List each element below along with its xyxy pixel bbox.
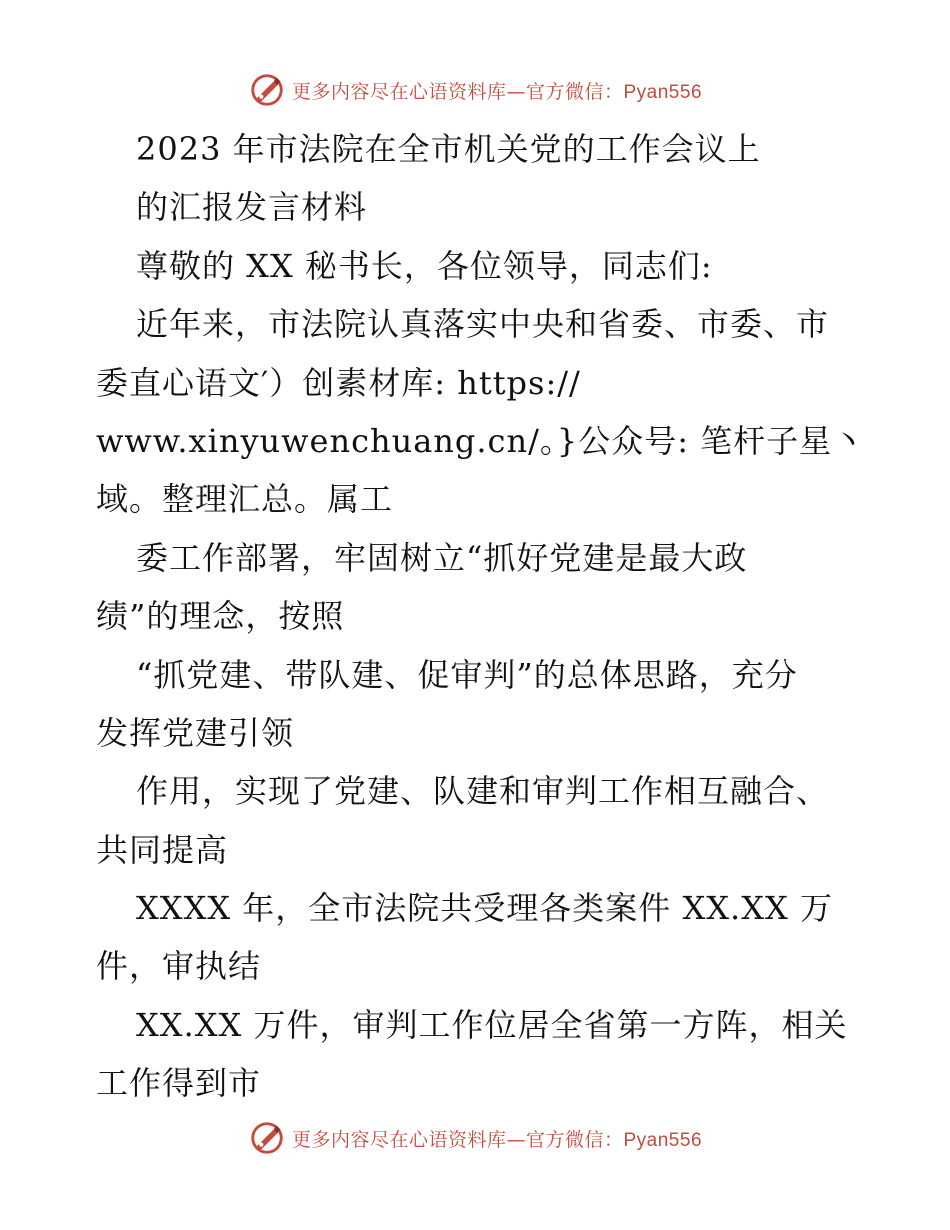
text-line: 的汇报发言材料 [136, 188, 368, 227]
text-line: 绩”的理念，按照 [96, 597, 345, 636]
text-line: 共同提高 [96, 830, 229, 869]
text-line: 工作得到市 [96, 1064, 262, 1103]
footer-banner-text: 更多内容尽在心语资料库—官方微信： [291, 1128, 624, 1151]
text-line: 发挥党建引领 [96, 713, 295, 752]
text-line: www.xinyuwenchuang.cn/。}公众号: 笔杆子星丶 [96, 421, 866, 460]
text-line: XXXX 年，全市法院共受理各类案件 XX.XX 万 [136, 889, 833, 928]
text-line: 近年来，市法院认真落实中央和省委、市委、市 [136, 305, 830, 344]
header-banner-text: 更多内容尽在心语资料库—官方微信： [291, 80, 624, 103]
header-banner [0, 70, 950, 110]
text-line: 尊敬的 XX 秘书长，各位领导，同志们: [136, 246, 713, 285]
pen-seal-logo-icon [248, 1119, 286, 1157]
pen-seal-logo-icon [248, 71, 286, 109]
header-banner-handle: Pyan556 [623, 81, 703, 103]
footer-banner [0, 1118, 950, 1158]
text-line: 件，审执结 [96, 947, 262, 986]
text-line: 委直心语文′）创素材库: https:// [96, 363, 581, 402]
text-line: 域。整理汇总。属工 [96, 480, 394, 519]
footer-banner-handle: Pyan556 [623, 1129, 703, 1151]
text-line: 2023 年市法院在全市机关党的工作会议上 [136, 130, 761, 168]
text-line: 作用，实现了党建、队建和审判工作相互融合、 [136, 772, 830, 811]
document-body [96, 120, 866, 1113]
text-line: “抓党建、带队建、促审判”的总体思路，充分 [136, 655, 798, 694]
text-line: XX.XX 万件，审判工作位居全省第一方阵，相关 [136, 1005, 848, 1044]
text-line: 委工作部署，牢固树立“抓好党建是最大政 [136, 538, 748, 577]
